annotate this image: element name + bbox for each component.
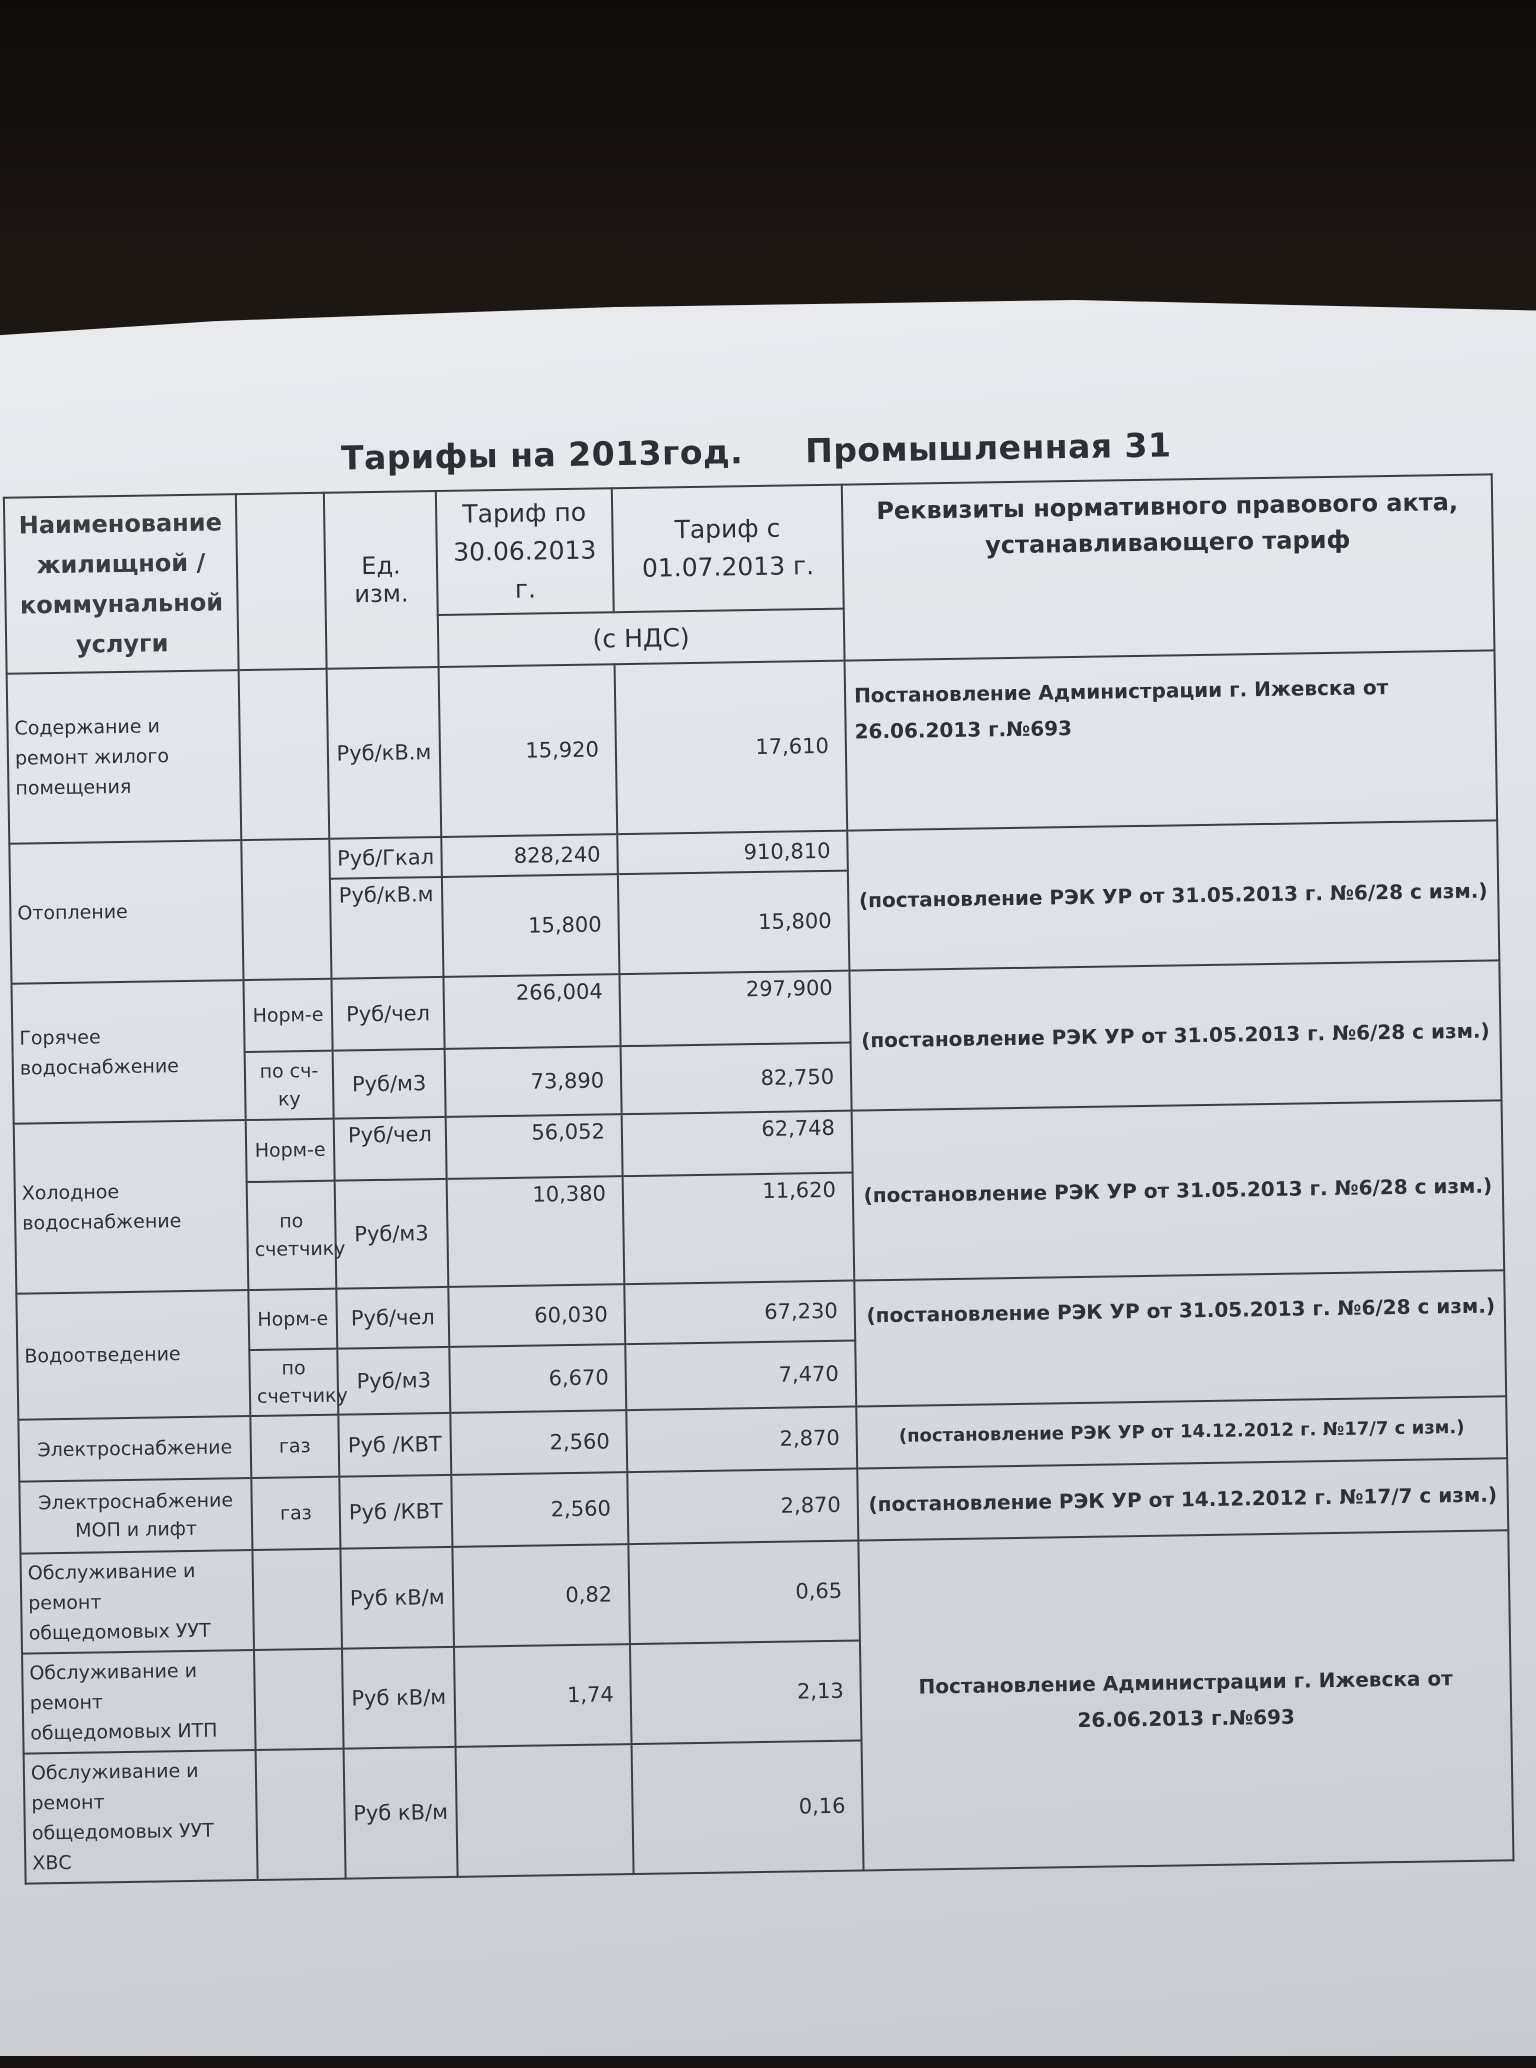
document-title	[0, 420, 1524, 483]
tariff-new: 0,16	[632, 1740, 864, 1874]
tariff-new: 910,810	[617, 831, 848, 875]
requisites-cell: (постановление РЭК УР от 31.05.2013 г. №6/28 с изм.)	[852, 1100, 1505, 1280]
tariff-new: 11,620	[623, 1173, 855, 1285]
requisites-cell: (постановление РЭК УР от 31.05.2013 г. №6/28 с изм.)	[854, 1270, 1506, 1406]
service-name: Водоотведение	[16, 1290, 250, 1420]
tariff-old	[456, 1744, 634, 1877]
tariff-old: 73,890	[445, 1046, 622, 1117]
header-tariff-new: Тариф с 01.07.2013 г.	[612, 485, 844, 613]
service-name: Содержание и ремонт жилого помещения	[7, 670, 242, 844]
unit-cell: Руб кВ/м	[340, 1547, 454, 1649]
service-name: Обслуживание и ремонт общедомовых УУТ	[20, 1550, 254, 1654]
unit-cell: Руб/чел	[334, 1117, 447, 1181]
service-name: Электроснабжение	[18, 1416, 251, 1482]
empty-cell	[239, 669, 330, 840]
tariff-new: 82,750	[621, 1043, 852, 1115]
service-name: Электроснабжение МОП и лифт	[19, 1478, 252, 1554]
tariff-new: 17,610	[615, 661, 848, 835]
tariff-old: 1,74	[454, 1644, 632, 1747]
tariff-new: 0,65	[628, 1540, 860, 1644]
tariff-new: 15,800	[618, 871, 850, 975]
unit-cell: Руб/Гкал	[329, 837, 442, 879]
tariff-new: 67,230	[624, 1281, 855, 1345]
requisites-cell: (постановление РЭК УР от 14.12.2012 г. №17/7 с изм.)	[856, 1396, 1507, 1468]
empty-cell	[254, 1649, 344, 1750]
header-unit: Ед. изм.	[324, 491, 439, 669]
tariff-old: 266,004	[443, 974, 620, 1049]
unit-cell: Руб /КВТ	[339, 1475, 452, 1549]
service-name: Обслуживание и ремонт общедомовых ИТП	[22, 1650, 256, 1754]
sub-type: по сч-ку	[245, 1051, 334, 1120]
unit-cell: Руб/м3	[335, 1179, 449, 1289]
tariff-new: 297,900	[619, 971, 850, 1047]
tariff-old: 0,82	[452, 1544, 630, 1647]
unit-cell: Руб кВ/м	[342, 1647, 456, 1749]
header-service: Наименование жилищной /коммунальной услуги	[4, 494, 239, 674]
tariff-old: 2,560	[450, 1410, 627, 1475]
tariff-old: 60,030	[448, 1284, 625, 1347]
service-name: Отопление	[9, 840, 243, 984]
empty-cell	[256, 1749, 346, 1880]
requisites-cell: Постановление Администрации г. Ижевска от 26.06.2013 г.№693	[858, 1530, 1513, 1870]
tariff-new: 62,748	[622, 1111, 853, 1177]
sub-type: газ	[251, 1477, 340, 1550]
requisites-cell: (постановление РЭК УР от 31.05.2013 г. №6/28 с изм.)	[849, 960, 1501, 1110]
requisites-cell: Постановление Администрации г. Ижевска от 26.06.2013 г.№693	[845, 650, 1498, 830]
sub-type: газ	[250, 1415, 339, 1478]
tariff-old: 6,670	[449, 1344, 626, 1413]
table-row	[7, 650, 1497, 843]
tariff-old: 10,380	[447, 1176, 625, 1287]
header-blank	[236, 493, 327, 670]
tariff-new: 2,13	[630, 1640, 862, 1744]
tariff-new: 2,870	[626, 1407, 857, 1473]
unit-cell: Руб/м3	[337, 1347, 450, 1415]
sub-type: Норм-е	[248, 1289, 337, 1350]
unit-cell: Руб/кВ.м	[327, 667, 442, 839]
header-vat: (с НДС)	[438, 609, 845, 667]
title-address: Промышленная 31	[804, 425, 1172, 471]
service-name: Холодное водоснабжение	[14, 1120, 249, 1294]
tariff-old: 2,560	[451, 1472, 628, 1547]
header-requisites: Реквизиты нормативного правового акта, устанавливающего тариф	[842, 474, 1495, 660]
unit-cell: Руб кВ/м	[344, 1747, 458, 1879]
tariff-new: 7,470	[625, 1341, 856, 1411]
tariff-old: 828,240	[441, 834, 618, 877]
service-name: Обслуживание и ремонт общедомовых УУТ ХВС	[24, 1750, 258, 1884]
sub-type: по счетчику	[249, 1349, 338, 1416]
sub-type: Норм-е	[246, 1119, 335, 1182]
tariff-old: 56,052	[446, 1114, 623, 1179]
empty-cell	[252, 1549, 342, 1650]
sub-type: по счетчику	[247, 1181, 337, 1290]
requisites-cell: (постановление РЭК УР от 31.05.2013 г. №6/28 с изм.)	[847, 820, 1499, 970]
unit-cell: Руб /КВТ	[338, 1413, 451, 1477]
service-name: Горячее водоснабжение	[12, 980, 246, 1124]
title-main: Тарифы на 2013год.	[340, 432, 744, 478]
unit-cell: Руб/кВ.м	[330, 877, 444, 979]
tariff-new: 2,870	[627, 1469, 858, 1545]
unit-cell: Руб/чел	[336, 1287, 449, 1349]
header-row	[4, 474, 1494, 621]
tariff-old: 15,800	[442, 874, 620, 977]
empty-cell	[241, 839, 331, 980]
requisites-cell: (постановление РЭК УР от 14.12.2012 г. №17/7 с изм.)	[857, 1458, 1508, 1540]
unit-cell: Руб/чел	[331, 977, 444, 1051]
sub-type: Норм-е	[243, 979, 332, 1052]
header-tariff-old: Тариф по 30.06.2013 г.	[436, 488, 614, 615]
unit-cell: Руб/м3	[333, 1049, 446, 1119]
tariff-old: 15,920	[439, 664, 618, 837]
tariff-table	[3, 473, 1515, 1884]
